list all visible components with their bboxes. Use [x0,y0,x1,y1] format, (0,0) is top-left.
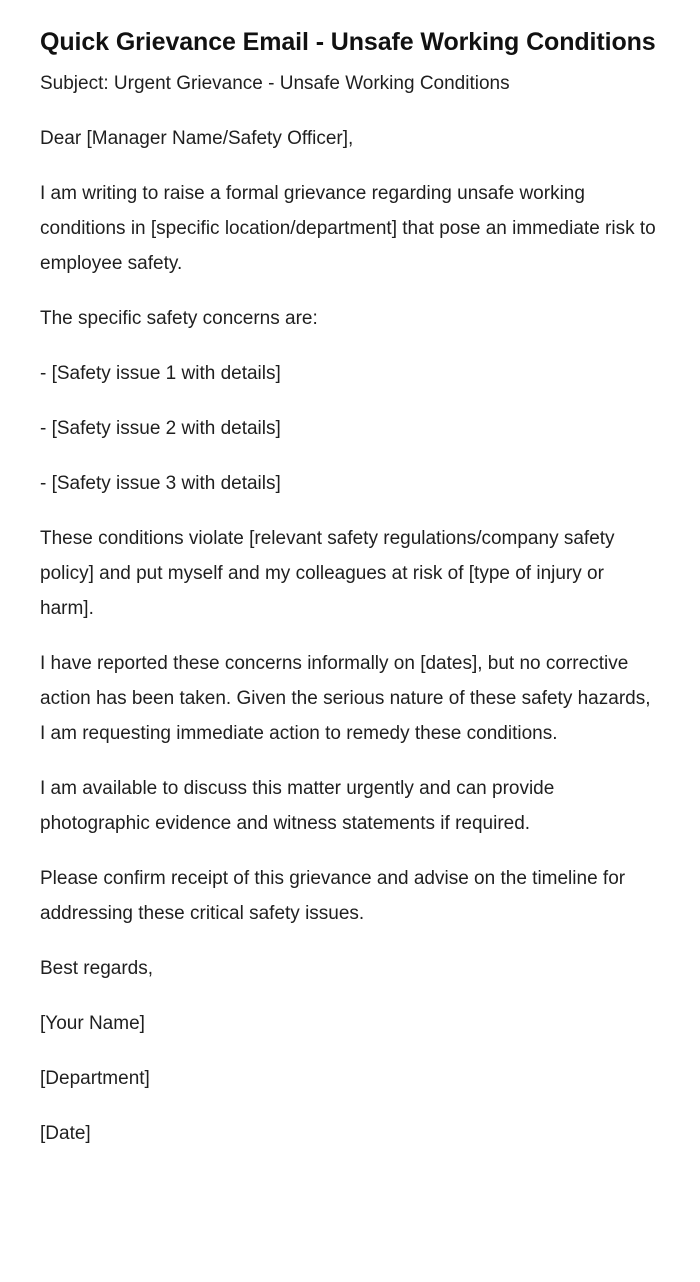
document-title: Quick Grievance Email - Unsafe Working Conditions [40,28,656,56]
availability-paragraph: I am available to discuss this matter urgently and can provide photographic evidence and witness statements if required. [40,778,555,834]
signature-department: [Department] [40,1068,150,1089]
concerns-heading: The specific safety concerns are: [40,308,318,329]
intro-paragraph: I am writing to raise a formal grievance regarding unsafe working conditions in [specific location/department] that pose an immediate risk to employee safety. [40,183,656,274]
email-closing: Best regards, [40,958,153,979]
signature-date: [Date] [40,1123,91,1144]
request-paragraph: Please confirm receipt of this grievance and advise on the timeline for addressing these critical safety issues. [40,868,626,924]
violation-paragraph: These conditions violate [relevant safety regulations/company safety policy] and put myself and my colleagues at risk of [type of injury or harm]. [40,528,615,619]
email-greeting: Dear [Manager Name/Safety Officer], [40,128,354,149]
safety-issue-item: - [Safety issue 1 with details] [40,363,281,384]
reported-paragraph: I have reported these concerns informally on [dates], but no corrective action has been taken. Given the serious nature of these safety hazards, I am requesting immediate action to remedy these conditions. [40,653,651,744]
signature-name: [Your Name] [40,1013,145,1034]
safety-issue-item: - [Safety issue 3 with details] [40,473,281,494]
email-subject-line: Subject: Urgent Grievance - Unsafe Working Conditions [40,73,510,94]
safety-issue-item: - [Safety issue 2 with details] [40,418,281,439]
